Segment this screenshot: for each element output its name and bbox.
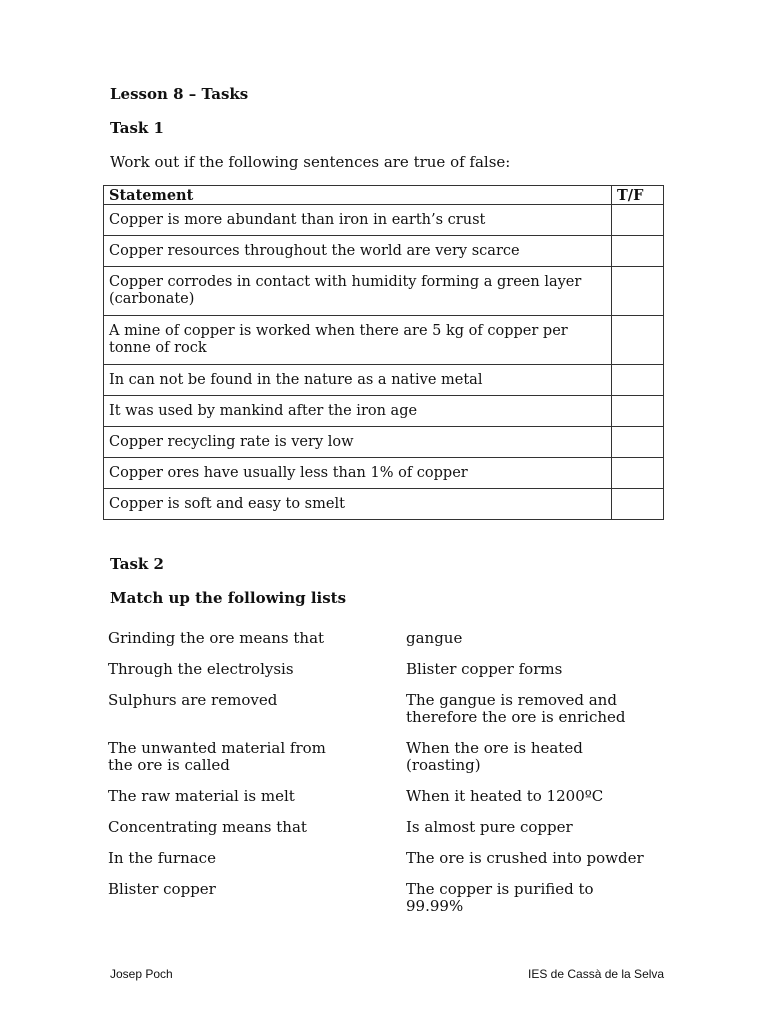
table-row [104, 236, 664, 267]
statement-cell: Copper resources throughout the world are very scarce [104, 236, 612, 267]
footer-school: IES de Cassà de la Selva [528, 967, 665, 981]
statement-cell: In can not be found in the nature as a native metal [104, 365, 612, 396]
left-list-item: Sulphurs are removed [108, 691, 278, 709]
answer-cell[interactable] [612, 396, 664, 427]
task2-heading: Task 2 [110, 555, 164, 573]
statement-cell: Copper is more abundant than iron in earth’s crust [104, 205, 612, 236]
statement-cell: Copper corrodes in contact with humidity forming a green layer (carbonate) [104, 267, 612, 316]
table-row [104, 396, 664, 427]
task1-instruction: Work out if the following sentences are true of false: [110, 153, 511, 171]
statement-cell: Copper is soft and easy to smelt [104, 489, 612, 520]
answer-cell[interactable] [612, 427, 664, 458]
statement-cell: A mine of copper is worked when there are 5 kg of copper per tonne of rock [104, 316, 612, 365]
table-row [104, 458, 664, 489]
statement-cell: Copper recycling rate is very low [104, 427, 612, 458]
right-list-item: When the ore is heated (roasting) [406, 739, 583, 774]
left-list-item: The raw material is melt [108, 787, 295, 805]
right-list-item: When it heated to 1200ºC [406, 787, 604, 805]
lesson-title: Lesson 8 – Tasks [110, 85, 249, 103]
true-false-table [103, 185, 664, 520]
left-list-item: Through the electrolysis [108, 660, 294, 678]
right-list-item: Blister copper forms [406, 660, 563, 678]
answer-cell[interactable] [612, 267, 664, 316]
right-list-item: Is almost pure copper [406, 818, 573, 836]
table-row [104, 205, 664, 236]
left-list-item: Blister copper [108, 880, 216, 898]
task1-heading: Task 1 [110, 119, 164, 137]
table-row [104, 316, 664, 365]
answer-cell[interactable] [612, 365, 664, 396]
right-list-item: The copper is purified to 99.99% [406, 880, 594, 915]
right-list-item: The gangue is removed and therefore the ore is enriched [406, 691, 626, 726]
table-row [104, 267, 664, 316]
left-list-item: Concentrating means that [108, 818, 307, 836]
answer-cell[interactable] [612, 236, 664, 267]
table-header-row [104, 186, 664, 205]
table-row [104, 365, 664, 396]
left-list-item: In the furnace [108, 849, 216, 867]
answer-cell[interactable] [612, 489, 664, 520]
left-list-item: Grinding the ore means that [108, 629, 325, 647]
table-row [104, 489, 664, 520]
right-list-item: gangue [406, 629, 463, 647]
statement-cell: Copper ores have usually less than 1% of copper [104, 458, 612, 489]
column-header-tf: T/F [612, 186, 664, 205]
answer-cell[interactable] [612, 458, 664, 489]
right-list-item: The ore is crushed into powder [406, 849, 644, 867]
footer-author: Josep Poch [110, 967, 173, 981]
task2-subheading: Match up the following lists [110, 589, 347, 607]
left-list-item: The unwanted material from the ore is called [108, 739, 326, 774]
answer-cell[interactable] [612, 205, 664, 236]
statement-cell: It was used by mankind after the iron age [104, 396, 612, 427]
table-row [104, 427, 664, 458]
answer-cell[interactable] [612, 316, 664, 365]
column-header-statement: Statement [104, 186, 612, 205]
